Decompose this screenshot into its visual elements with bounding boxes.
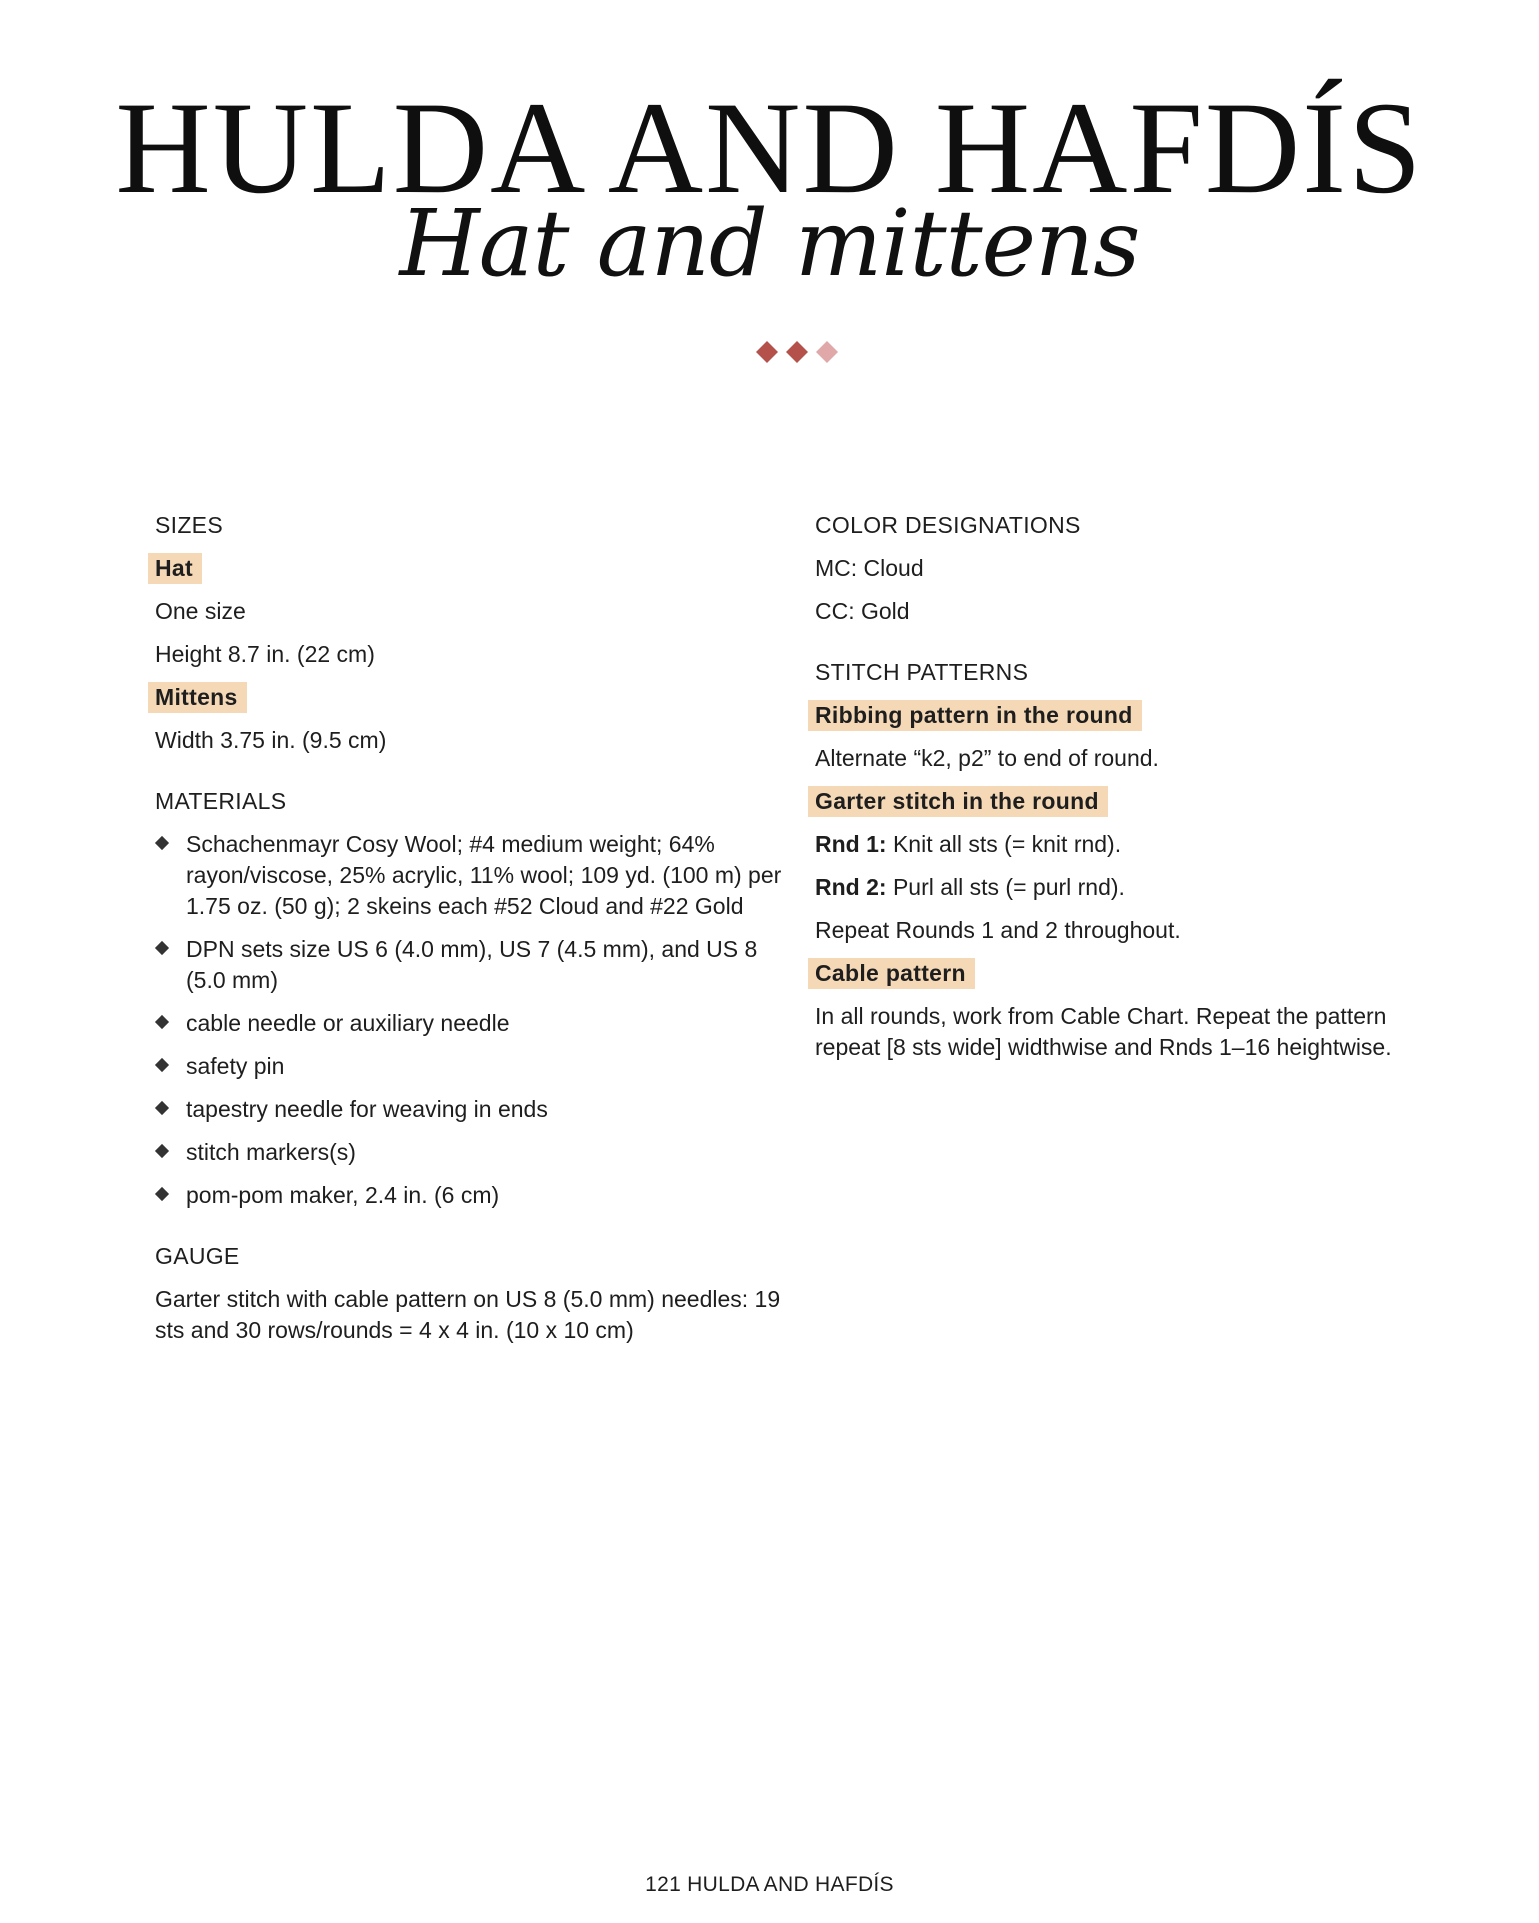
rnd1-text: Knit all sts (= knit rnd). [886, 831, 1122, 857]
material-text: DPN sets size US 6 (4.0 mm), US 7 (4.5 mm), and US 8 (5.0 mm) [186, 936, 758, 993]
list-item [155, 829, 785, 922]
color-designations-heading: COLOR DESIGNATIONS [815, 512, 1081, 538]
list-item [155, 934, 785, 996]
hat-label: Hat [148, 553, 202, 584]
gauge-text: Garter stitch with cable pattern on US 8 (5.0 mm) needles: 19 sts and 30 rows/rounds = 4 x 4 in. (10 x 10 cm) [155, 1286, 781, 1343]
mittens-width: Width 3.75 in. (9.5 cm) [155, 727, 387, 753]
page-title: HULDA AND HAFDÍS [115, 74, 1424, 221]
page-subtitle: Hat and mittens [399, 190, 1140, 297]
cable-text: In all rounds, work from Cable Chart. Repeat the pattern repeat [8 sts wide] widthwise and Rnds 1–16 heightwise. [815, 1003, 1392, 1060]
material-text: stitch markers(s) [186, 1139, 356, 1165]
hat-height: Height 8.7 in. (22 cm) [155, 641, 375, 667]
ribbing-label: Ribbing pattern in the round [808, 700, 1142, 731]
material-text: safety pin [186, 1053, 285, 1079]
list-item [155, 1180, 785, 1211]
diamond-bullet-icon [155, 1015, 169, 1029]
hat-size: One size [155, 598, 246, 624]
cable-label: Cable pattern [808, 958, 975, 989]
rnd1-line [815, 829, 1415, 860]
gauge-heading: GAUGE [155, 1243, 240, 1269]
material-text: pom-pom maker, 2.4 in. (6 cm) [186, 1182, 500, 1208]
right-column [815, 510, 1415, 1075]
stitch-patterns-heading: STITCH PATTERNS [815, 659, 1029, 685]
diamond-bullet-icon [155, 836, 169, 850]
page-footer: 121 HULDA AND HAFDÍS [645, 1873, 894, 1896]
materials-list [155, 829, 785, 1211]
materials-heading: MATERIALS [155, 788, 287, 814]
repeat-text: Repeat Rounds 1 and 2 throughout. [815, 917, 1181, 943]
rnd2-line [815, 872, 1415, 903]
diamond-bullet-icon [155, 941, 169, 955]
diamond-bullet-icon [155, 1187, 169, 1201]
diamond-ornament [752, 340, 842, 364]
diamond-bullet-icon [155, 1101, 169, 1115]
diamond-icon-2 [786, 341, 808, 363]
list-item [155, 1008, 785, 1039]
diamond-icon-3 [816, 341, 838, 363]
list-item [155, 1094, 785, 1125]
left-column [155, 510, 785, 1358]
list-item [155, 1137, 785, 1168]
garter-label: Garter stitch in the round [808, 786, 1108, 817]
cc-color: CC: Gold [815, 598, 910, 624]
material-text: Schachenmayr Cosy Wool; #4 medium weight; 64% rayon/viscose, 25% acrylic, 11% wool; 109 yd. (100 m) per 1.75 oz. (50 g); 2 skeins each #52 Cloud and #22 Gold [186, 831, 782, 919]
sizes-heading: SIZES [155, 512, 223, 538]
mittens-label: Mittens [148, 682, 247, 713]
mc-color: MC: Cloud [815, 555, 924, 581]
diamond-icon-1 [756, 341, 778, 363]
diamond-bullet-icon [155, 1144, 169, 1158]
ribbing-text: Alternate “k2, p2” to end of round. [815, 745, 1159, 771]
rnd2-label: Rnd 2: [815, 874, 887, 900]
list-item [155, 1051, 785, 1082]
material-text: cable needle or auxiliary needle [186, 1010, 510, 1036]
rnd1-label: Rnd 1: [815, 831, 887, 857]
diamond-bullet-icon [155, 1058, 169, 1072]
material-text: tapestry needle for weaving in ends [186, 1096, 548, 1122]
rnd2-text: Purl all sts (= purl rnd). [886, 874, 1125, 900]
